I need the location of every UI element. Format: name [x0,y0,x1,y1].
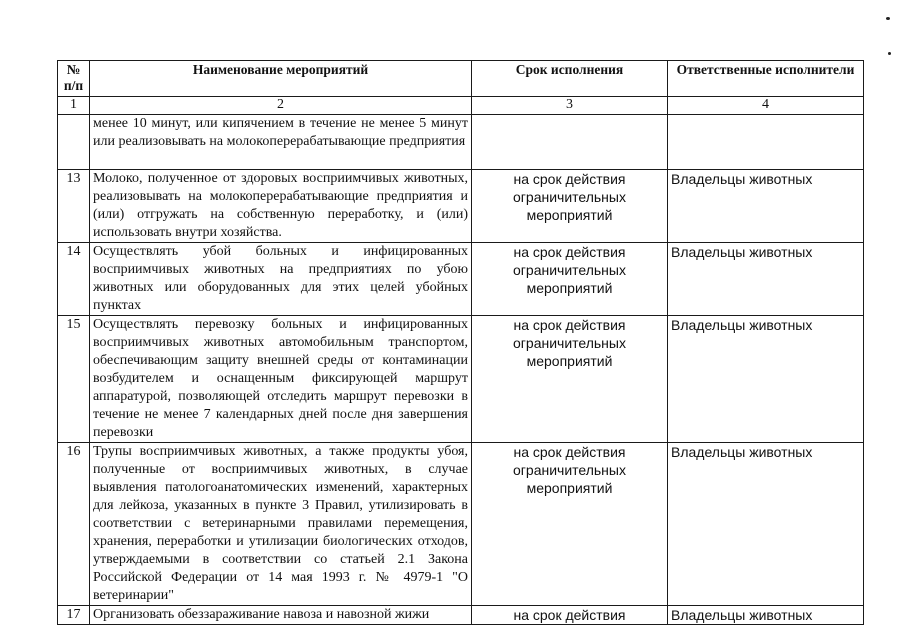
table-row [58,443,864,606]
row-number: 13 [58,170,90,243]
column-number: 4 [668,97,864,115]
measure-text: Молоко, полученное от здоровых восприимчивых животных, реализовывать на молокоперерабатывающие предприятия и (или) отгружать на собственную переработку, и (или) использовать внутри хозяйства. [90,170,472,243]
row-number [58,115,90,170]
responsible-text: Владельцы животных [668,606,864,625]
measure-text: Осуществлять перевозку больных и инфицированных восприимчивых животных автомобильным транспортом, обеспечивающим защиту внешней среды от контаминации возбудителем и оснащенным фиксирующей маршрут аппаратурой, позволяющей отследить маршрут перевозки в течение не менее 7 календарных дней после дня завершения перевозки [90,316,472,443]
header-num: № п/п [58,61,90,97]
term-text: на срок действия ограничительных мероприятий [472,170,668,243]
responsible-text [668,115,864,170]
header-name: Наименование мероприятий [90,61,472,97]
column-number: 2 [90,97,472,115]
header-row [58,61,864,97]
table-row [58,606,864,625]
row-number: 14 [58,243,90,316]
column-number-row [58,97,864,115]
table-row [58,170,864,243]
responsible-text: Владельцы животных [668,170,864,243]
responsible-text: Владельцы животных [668,243,864,316]
measure-text: Осуществлять убой больных и инфицированных восприимчивых животных на предприятиях по убою животных или оборудованных для этих целей убойных пунктах [90,243,472,316]
row-number: 15 [58,316,90,443]
table-row [58,316,864,443]
scan-speck [886,17,890,20]
term-text [472,115,668,170]
measure-text: Трупы восприимчивых животных, а также продукты убоя, полученные от восприимчивых животных, в случае выявления патологоанатомических изменений, характерных для лейкоза, указанных в пункте 3 Правил, утилизировать в соответствии с ветеринарными правилами перемещения, хранения, переработки и утилизации биологических отходов, утверждаемыми в соответствии со статьей 2.1 Закона Российской Федерации от 14 мая 1993 г. № 4979-1 "О ветеринарии" [90,443,472,606]
measure-text: Организовать обеззараживание навоза и навозной жижи [90,606,472,625]
table-row [58,243,864,316]
term-text: на срок действия ограничительных мероприятий [472,316,668,443]
responsible-text: Владельцы животных [668,316,864,443]
header-responsible: Ответственные исполнители [668,61,864,97]
term-text: на срок действия [472,606,668,625]
term-text: на срок действия ограничительных мероприятий [472,243,668,316]
header-term: Срок исполнения [472,61,668,97]
column-number: 3 [472,97,668,115]
scan-speck [888,52,891,55]
row-number: 16 [58,443,90,606]
column-number: 1 [58,97,90,115]
term-text: на срок действия ограничительных мероприятий [472,443,668,606]
measure-text: менее 10 минут, или кипячением в течение не менее 5 минут или реализовывать на молокоперерабатывающие предприятия [90,115,472,170]
table-row [58,115,864,170]
responsible-text: Владельцы животных [668,443,864,606]
measures-table [57,60,864,625]
row-number: 17 [58,606,90,625]
